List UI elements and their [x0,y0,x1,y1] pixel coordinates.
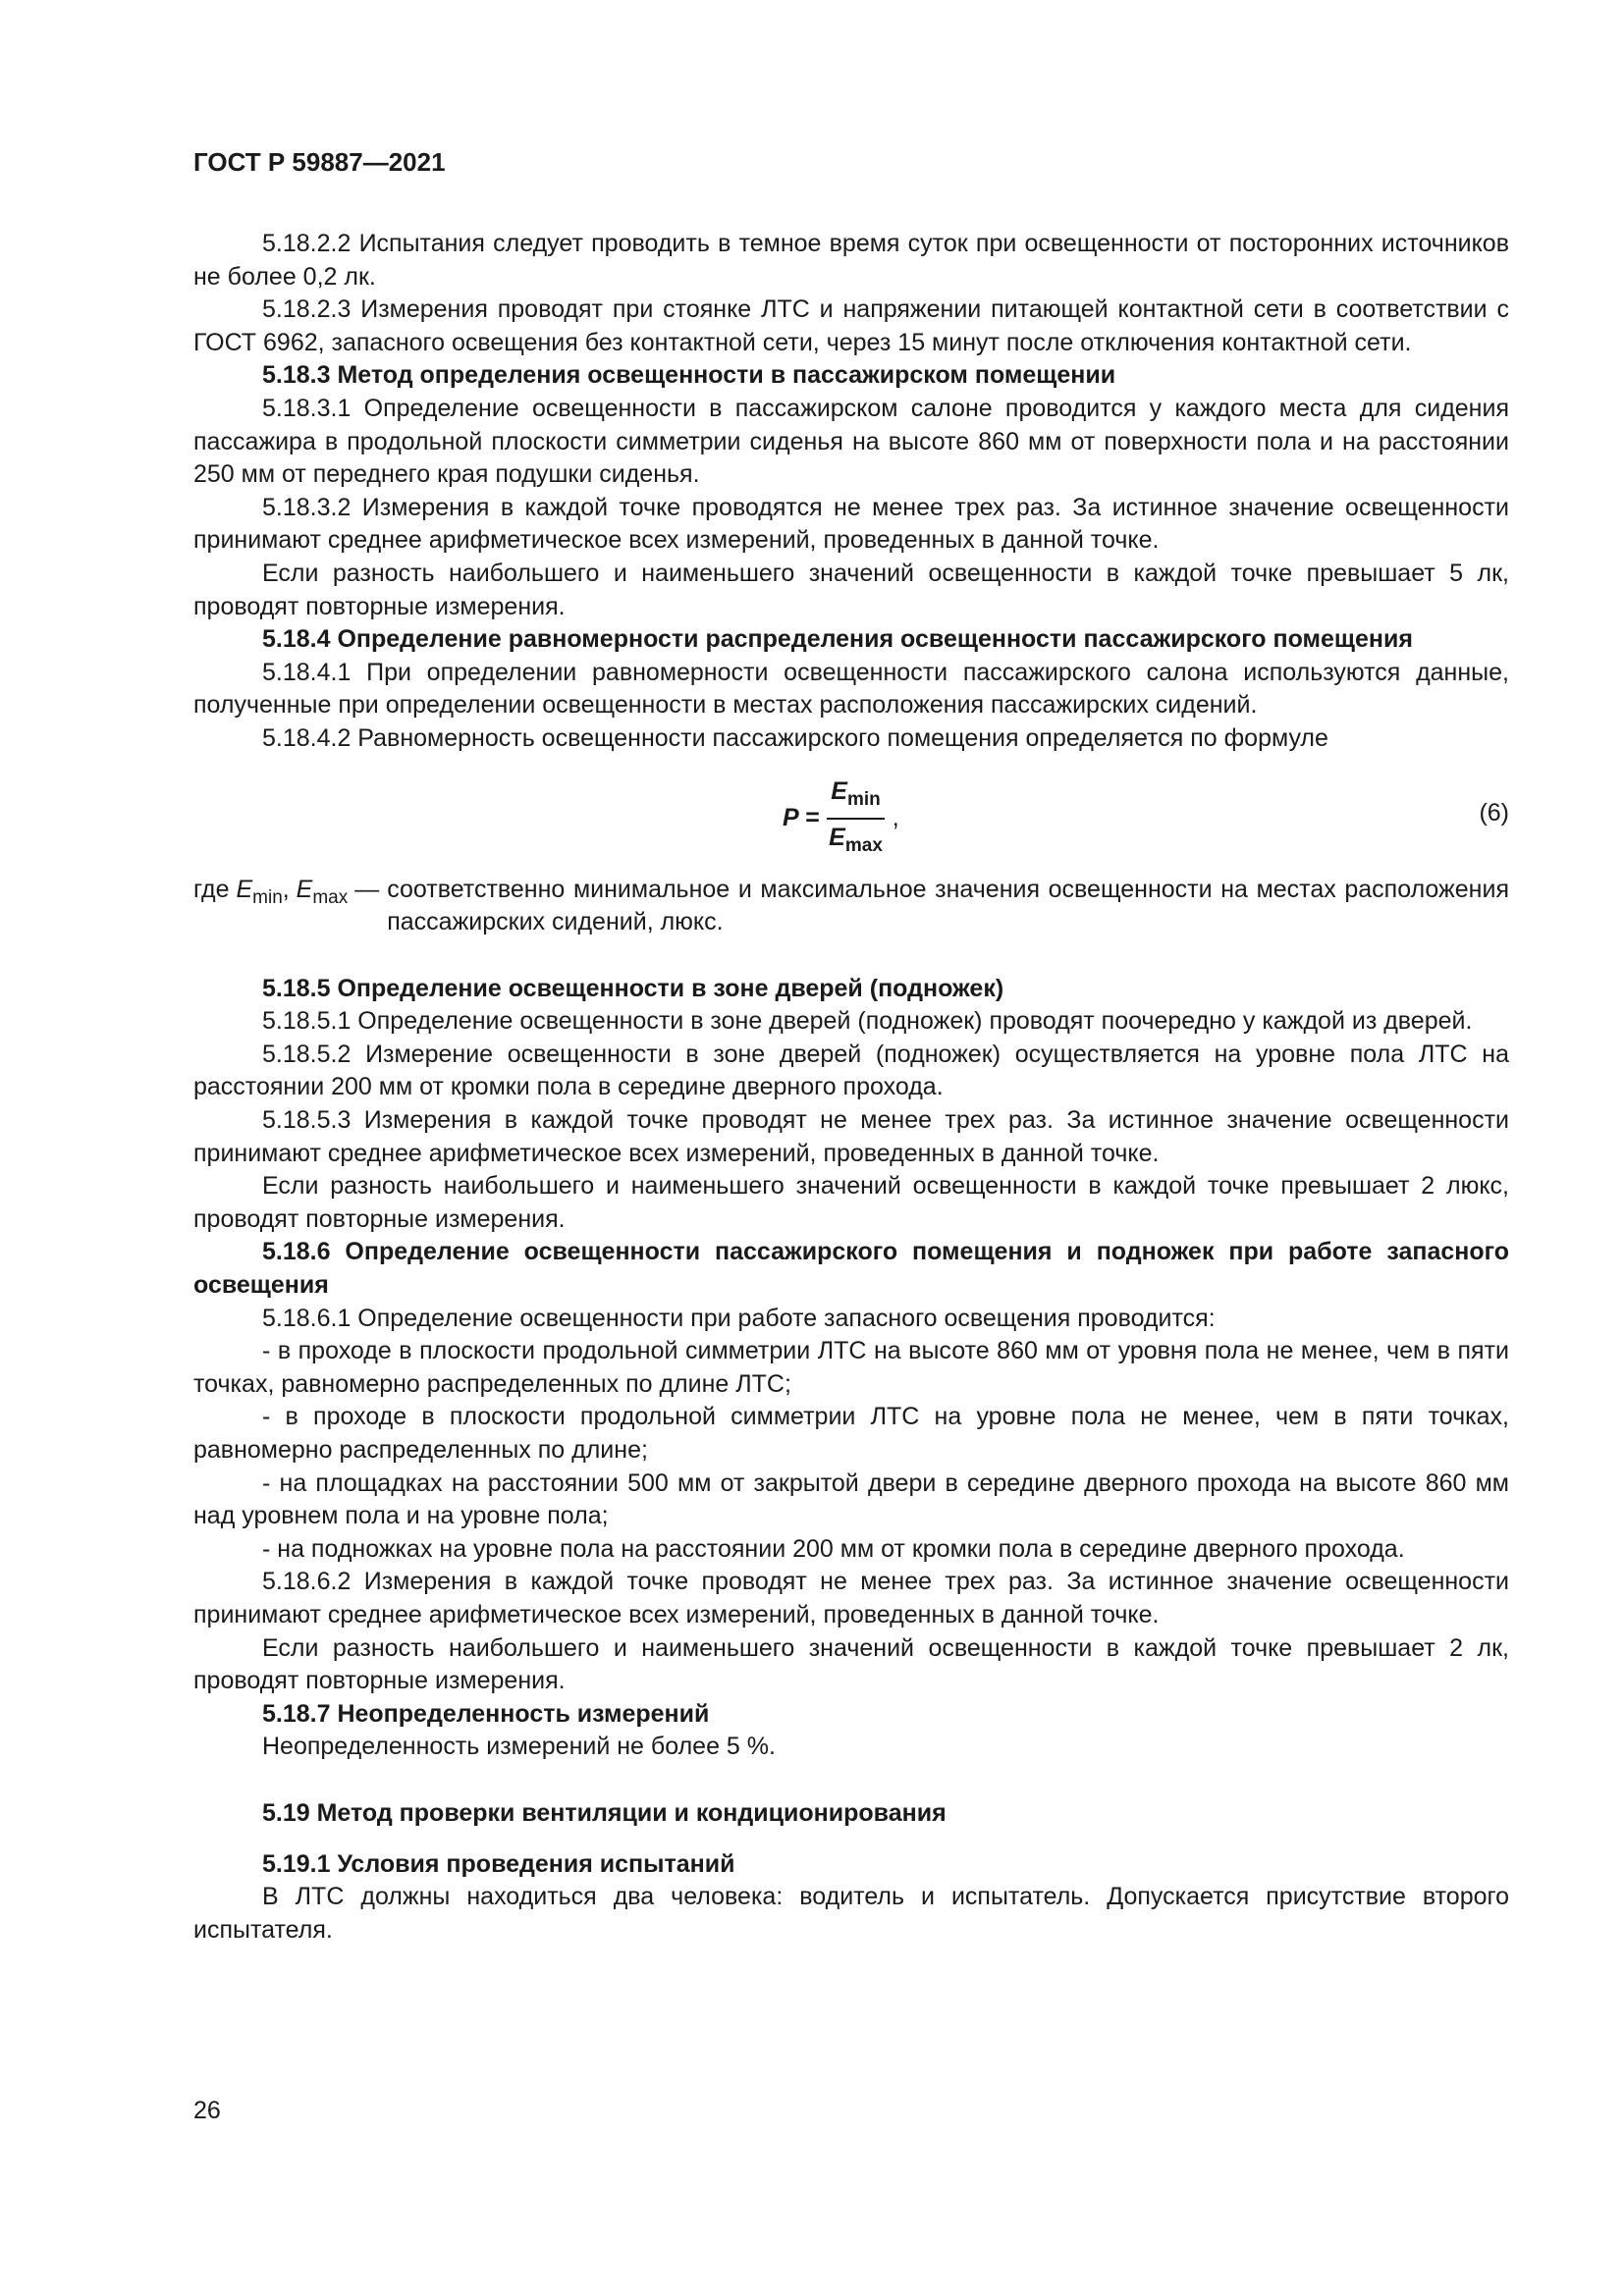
formula-block [193,766,1509,874]
paragraph: 5.18.4.1 При определении равномерности освещенности пассажирского салона используются данные, полученные при определении освещенности в местах расположения пассажирских сидений. [193,658,1509,720]
paragraph: 5.18.2.3 Измерения проводят при стоянке ЛТС и напряжении питающей контактной сети в соответствии с ГОСТ 6962, запасного освещения без контактной сети, через 15 минут после отключения контактной сети. [193,295,1509,356]
list-item: - в проходе в плоскости продольной симметрии ЛТС на высоте 860 мм от уровня пола не менее, чем в пяти точках, равномерно распределенных по длине ЛТС; [193,1337,1509,1398]
paragraph: 5.18.6.1 Определение освещенности при работе запасного освещения проводится: [262,1304,1216,1332]
where-prefix: где [193,875,230,903]
section-heading: 5.18.7 Неопределенность измерений [262,1699,710,1728]
list-item: - на подножках на уровне пола на расстоянии 200 мм от кромки пола в середине дверного прохода. [262,1534,1405,1563]
formula-lhs: P = [783,804,820,832]
denominator-sub: max [844,835,883,857]
paragraph: В ЛТС должны находиться два человека: водитель и испытатель. Допускается присутствие второго испытателя. [193,1883,1509,1944]
where-clause [193,874,1509,939]
document-body [193,228,1509,1947]
paragraph: Если разность наибольшего и наименьшего значений освещенности в каждой точке превышает 2 лк, проводят повторные измерения. [193,1633,1509,1695]
where-e1: E [236,875,253,903]
section-heading: 5.18.5 Определение освещенности в зоне дверей (подножек) [262,974,1004,1002]
paragraph: 5.18.4.2 Равномерность освещенности пассажирского помещения определяется по формуле [262,723,1328,752]
denominator-var: E [829,824,845,852]
formula [783,775,899,863]
where-term [193,874,387,939]
paragraph: 5.18.3.1 Определение освещенности в пассажирском салоне проводится у каждого места для сидения пассажира в продольной плоскости симметрии сиденья на высоте 860 мм от поверхности пола и на расстоянии 250 мм от переднего края подушки сиденья. [193,394,1509,489]
paragraph: 5.18.6.2 Измерения в каждой точке проводят не менее трех раз. За истинное значение освещенности принимают среднее арифметическое всех измерений, проведенных в данной точке. [193,1568,1509,1629]
section-heading: 5.19.1 Условия проведения испытаний [262,1849,735,1878]
section-heading: 5.18.6 Определение освещенности пассажирского помещения и подножек при работе запасного освещения [193,1238,1509,1300]
equation-number: (6) [1479,798,1509,827]
paragraph: Неопределенность измерений не более 5 %. [262,1733,776,1761]
numerator-sub: min [846,788,881,810]
where-dash: — [354,875,380,903]
section-heading: 5.19 Метод проверки вентиляции и кондиционирования [262,1798,947,1827]
fraction-numerator [827,775,884,821]
where-e1-sub: min [252,886,283,908]
where-definition: соответственно минимальное и максимальное значения освещенности на местах расположения пассажирских сидений, люкс. [387,875,1509,936]
paragraph: 5.18.5.1 Определение освещенности в зоне дверей (подножек) проводят поочередно у каждой из дверей. [262,1007,1473,1036]
section-heading: 5.18.3 Метод определения освещенности в пассажирском помещении [262,361,1116,390]
paragraph: 5.18.3.2 Измерения в каждой точке проводятся не менее трех раз. За истинное значение освещенности принимают среднее арифметическое всех измерений, проведенных в данной точке. [193,493,1509,555]
list-item: - на площадках на расстоянии 500 мм от закрытой двери в середине дверного прохода на высоте 860 мм над уровнем пола и на уровне пола; [193,1468,1509,1530]
numerator-var: E [831,776,847,805]
formula-comma: , [892,804,899,832]
paragraph: 5.18.5.2 Измерение освещенности в зоне дверей (подножек) осуществляется на уровне пола ЛТС на расстоянии 200 мм от кромки пола в середине дверного прохода. [193,1040,1509,1101]
page-number: 26 [193,2097,221,2124]
paragraph: 5.18.5.3 Измерения в каждой точке проводят не менее трех раз. За истинное значение освещенности принимают среднее арифметическое всех измерений, проведенных в данной точке. [193,1106,1509,1167]
where-e2: E [296,875,313,903]
paragraph: Если разность наибольшего и наименьшего значений освещенности в каждой точке превышает 2 люкс, проводят повторные измерения. [193,1172,1509,1233]
where-sep: , [282,875,290,903]
list-item: - в проходе в плоскости продольной симметрии ЛТС на уровне пола не менее, чем в пяти точках, равномерно распределенных по длине; [193,1403,1509,1464]
formula-fraction [827,775,884,863]
fraction-denominator [829,820,883,863]
paragraph: 5.18.2.2 Испытания следует проводить в темное время суток при освещенности от посторонних источников не более 0,2 лк. [193,230,1509,291]
where-e2-sub: max [312,886,349,908]
paragraph: Если разность наибольшего и наименьшего значений освещенности в каждой точке превышает 5 лк, проводят повторные измерения. [193,559,1509,620]
section-heading: 5.18.4 Определение равномерности распределения освещенности пассажирского помещения [262,625,1413,654]
document-header: ГОСТ Р 59887—2021 [193,147,446,177]
